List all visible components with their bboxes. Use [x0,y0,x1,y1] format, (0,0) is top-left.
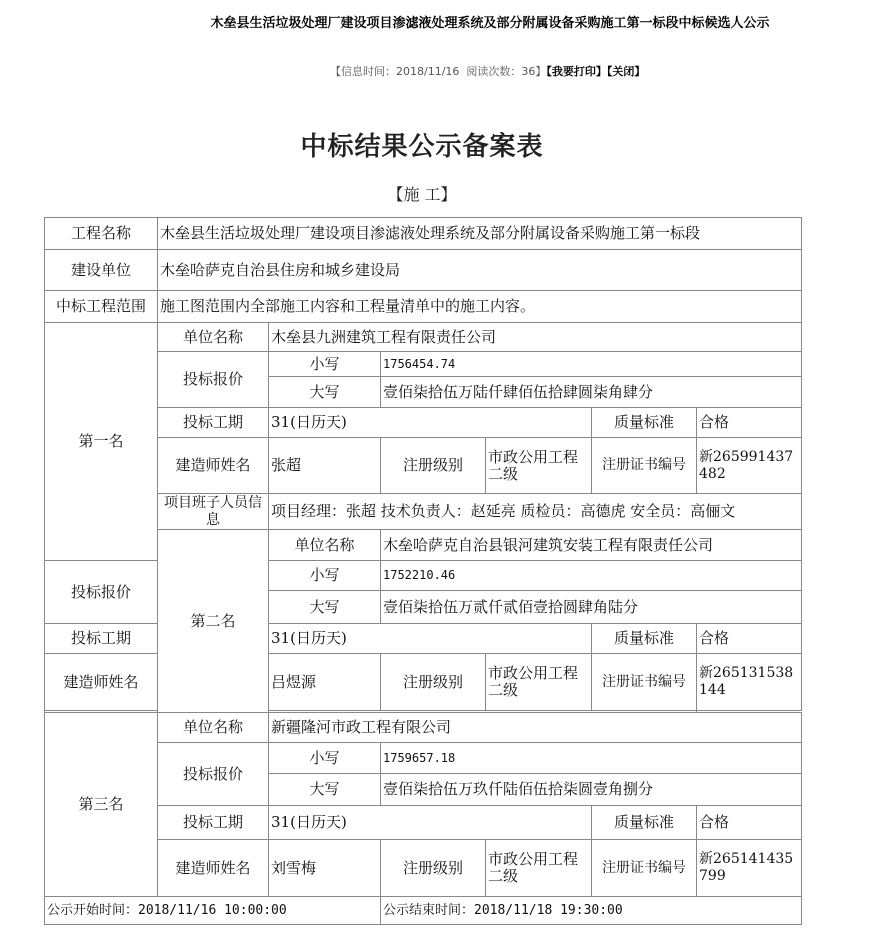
page-title: 木垒县生活垃圾处理厂建设项目渗滤液处理系统及部分附属设备采购施工第一标段中标候选人公示 [210,16,770,31]
c2-label-unit: 单位名称 [269,530,381,561]
c1-price-lower: 1756454.74 [381,352,802,377]
c1-label-upper: 大写 [269,377,381,408]
print-link[interactable]: 【我要打印】 [546,65,607,78]
value-scope: 施工图范围内全部施工内容和工程量清单中的施工内容。 [158,291,802,323]
c1-row-period [45,408,802,438]
c1-cert: 新265991437482 [697,438,802,494]
c1-team: 项目经理：张超 技术负责人：赵延亮 质检员：高德虎 安全员：高俪文 [269,494,802,530]
value-project-name: 木垒县生活垃圾处理厂建设项目渗滤液处理系统及部分附属设备采购施工第一标段 [158,218,802,250]
c1-label-bid-price: 投标报价 [158,352,269,408]
c1-price-upper: 壹佰柒拾伍万陆仟肆佰伍拾肆圆柒角肆分 [381,377,802,408]
c3-quality: 合格 [697,806,802,840]
row-project-name [45,218,802,250]
value-builder-unit: 木垒哈萨克自治县住房和城乡建设局 [158,250,802,291]
c1-engineer: 张超 [269,438,381,494]
c3-period: 31(日历天) [269,806,592,840]
c3-cert: 新265141435799 [697,840,802,897]
publicity-end: 公示结束时间：2018/11/18 19:30:00 [381,897,802,925]
close-link[interactable]: 【关闭】 [606,65,646,78]
c2-reg-level: 市政公用工程二级 [486,654,592,711]
c2-label-reg-level: 注册级别 [381,654,486,711]
c2-label-upper: 大写 [269,591,381,624]
label-project-name: 工程名称 [45,218,158,250]
c3-label-engineer: 建造师姓名 [158,840,269,897]
c3-unit: 新疆隆河市政工程有限公司 [269,713,802,743]
c1-label-unit: 单位名称 [158,323,269,352]
c2-quality: 合格 [697,624,802,654]
label-scope: 中标工程范围 [45,291,158,323]
c2-label-period: 投标工期 [45,624,158,654]
info-views: 阅读次数：36】 [466,65,547,78]
document-heading: 中标结果公示备案表 [300,132,544,162]
c1-row-team [45,494,802,530]
c1-row-unit [45,323,802,352]
c3-row-price-lower [45,743,802,774]
c3-engineer: 刘雪梅 [269,840,381,897]
c1-label-period: 投标工期 [158,408,269,438]
c2-price-lower: 1752210.46 [381,561,802,591]
c3-label-upper: 大写 [269,774,381,806]
c2-row-unit [45,530,802,561]
c2-cert: 新265131538144 [697,654,802,711]
c2-period: 31(日历天) [269,624,592,654]
publicity-start: 公示开始时间：2018/11/16 10:00:00 [45,897,381,925]
document-subheading: 【施 工】 [387,185,457,204]
row-footer [45,897,802,925]
c1-unit: 木垒县九洲建筑工程有限责任公司 [269,323,802,352]
info-bar [330,63,645,79]
c3-label-cert: 注册证书编号 [592,840,697,897]
c3-label-period: 投标工期 [158,806,269,840]
c1-period: 31(日历天) [269,408,592,438]
c1-label-cert: 注册证书编号 [592,438,697,494]
c2-label-quality: 质量标准 [592,624,697,654]
c1-label-engineer: 建造师姓名 [158,438,269,494]
row-scope [45,291,802,323]
c1-reg-level: 市政公用工程二级 [486,438,592,494]
c1-row-price-lower [45,352,802,377]
c2-label-lower: 小写 [269,561,381,591]
c2-label-engineer: 建造师姓名 [45,654,158,711]
c1-label-lower: 小写 [269,352,381,377]
c2-unit: 木垒哈萨克自治县银河建筑安装工程有限责任公司 [381,530,802,561]
c3-rank: 第三名 [45,713,158,897]
c3-row-engineer [45,840,802,897]
c2-label-cert: 注册证书编号 [592,654,697,711]
c2-price-upper: 壹佰柒拾伍万贰仟贰佰壹拾圆肆角陆分 [381,591,802,624]
c3-row-period [45,806,802,840]
c3-label-reg-level: 注册级别 [381,840,486,897]
row-builder-unit [45,250,802,291]
c3-price-upper: 壹佰柒拾伍万玖仟陆佰伍拾柒圆壹角捌分 [381,774,802,806]
info-time: 【信息时间：2018/11/16 [330,65,460,78]
c3-label-quality: 质量标准 [592,806,697,840]
c1-label-quality: 质量标准 [592,408,697,438]
result-table [44,217,802,925]
c3-label-bid-price: 投标报价 [158,743,269,806]
c2-engineer: 吕煜源 [269,654,381,711]
c1-rank: 第一名 [45,323,158,561]
c3-label-lower: 小写 [269,743,381,774]
c1-label-team: 项目班子人员信息 [158,494,269,530]
c3-row-unit [45,713,802,743]
c1-label-reg-level: 注册级别 [381,438,486,494]
label-builder-unit: 建设单位 [45,250,158,291]
c3-price-lower: 1759657.18 [381,743,802,774]
c1-quality: 合格 [697,408,802,438]
c3-label-unit: 单位名称 [158,713,269,743]
c2-label-bid-price: 投标报价 [45,561,158,624]
c2-rank: 第二名 [158,530,269,713]
c1-row-engineer [45,438,802,494]
c3-reg-level: 市政公用工程二级 [486,840,592,897]
